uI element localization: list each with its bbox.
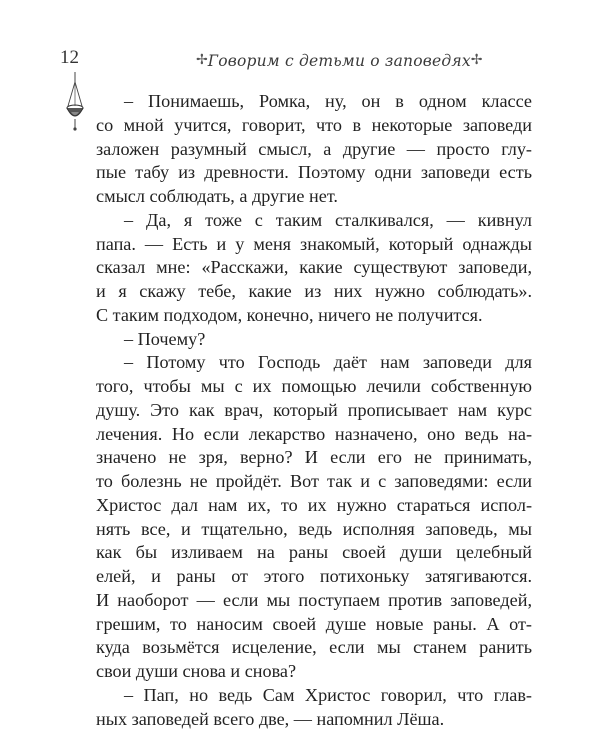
text-line: грешим, то наносим своей душе новые раны. А от- <box>96 613 532 634</box>
text-line: смысл соблюдать, а другие нет. <box>96 186 338 206</box>
text-line: как бы изливаем на раны своей души целебный <box>96 542 532 563</box>
text-line: – Да, я тоже с таким сталкивался, — кивнул <box>124 209 532 230</box>
text-line: елей, и раны от этого потихоньку затягиваются. <box>96 566 532 586</box>
text-line: С таким подходом, конечно, ничего не получится. <box>96 304 483 325</box>
text-line: – Пап, но ведь Сам Христос говорил, что глав- <box>124 684 532 705</box>
text-line: то болезнь не пройдёт. Вот так и с заповедями: если <box>96 471 532 491</box>
text-line: пые табу из древности. Поэтому одни заповеди есть <box>96 162 532 183</box>
text-line: Христос дал нам их, то их нужно стараться испол- <box>96 494 532 515</box>
text-line: нять все, и тщательно, ведь исполняя заповедь, мы <box>96 518 532 539</box>
text-line: заложен разумный смысл, а другие — просто глу- <box>96 138 532 159</box>
text-line: и я скажу тебе, какие из них нужно соблюдать». <box>96 281 532 301</box>
running-head <box>196 52 483 70</box>
text-line: – Потому что Господь даёт нам заповеди для <box>124 352 532 373</box>
text-line: И наоборот — если мы поступаем против заповедей, <box>96 589 532 610</box>
ornament-right-icon: ✢ <box>470 53 483 68</box>
text-line: значено не зря, верно? И если его не принимать, <box>96 447 532 468</box>
text-line: свои души снова и снова? <box>96 661 297 681</box>
text-line: – Почему? <box>124 328 206 349</box>
text-line: со мной учится, говорит, что в некоторые заповеди <box>96 114 532 135</box>
text-line: куда возьмётся исцеление, если мы станем ранить <box>96 637 532 658</box>
page-number: 12 <box>60 47 79 68</box>
text-line: – Понимаешь, Ромка, ну, он в одном классе <box>124 91 532 111</box>
hanging-lamp-icon <box>62 72 88 132</box>
text-line: душу. Это как врач, который прописывает нам курс <box>96 399 532 420</box>
text-line: лечения. Но если лекарство назначено, оно ведь на- <box>96 423 532 444</box>
running-head-title: Говорим с детьми о заповедях <box>207 52 471 70</box>
text-line: того, чтобы мы с их помощью лечили собственную <box>96 376 532 396</box>
text-line: папа. — Есть и у меня знакомый, который однажды <box>96 233 532 254</box>
ornament-left-icon: ✢ <box>196 53 208 68</box>
text-line: ных заповедей всего две, — напомнил Лёша. <box>96 708 445 729</box>
body-text <box>96 90 532 731</box>
text-line: сказал мне: «Расскажи, какие существуют заповеди, <box>96 257 532 278</box>
